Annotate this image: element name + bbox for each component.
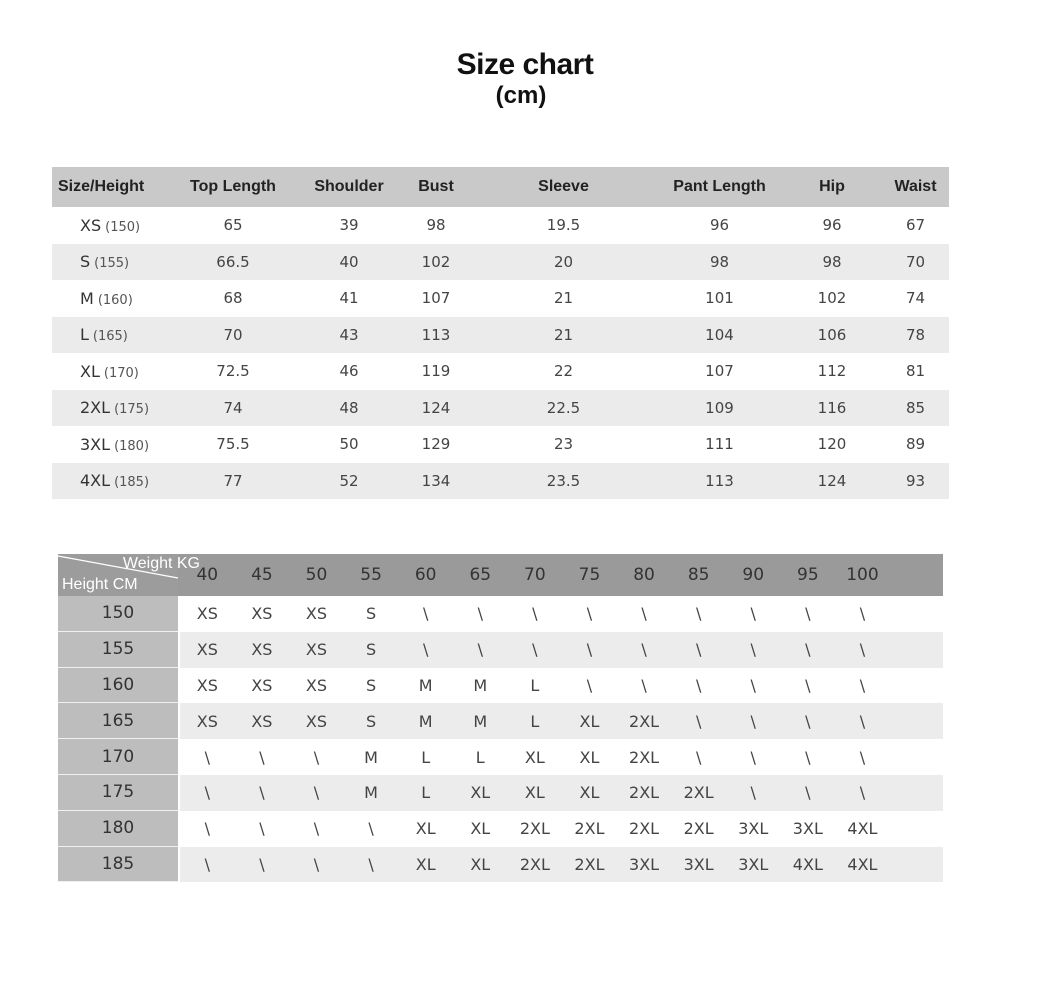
size-recommendation-cell: S xyxy=(366,640,377,660)
waist-cell: 89 xyxy=(905,435,926,454)
size-recommendation-cell: 4XL xyxy=(847,819,878,839)
size-recommendation-cell: \ xyxy=(313,854,320,874)
size-recommendation-cell: 2XL xyxy=(519,819,550,839)
shoulder-cell: 46 xyxy=(339,362,359,381)
size-recommendation-cell: \ xyxy=(259,819,265,839)
size-recommendation-cell: XS xyxy=(305,675,328,695)
size-recommendation-cell: 3XL xyxy=(738,819,769,839)
size-recommendation-cell: \ xyxy=(805,783,811,803)
size-recommendation-cell: \ xyxy=(259,854,265,874)
size-recommendation-cell: XS xyxy=(196,640,218,660)
size-recommendation-cell: XS xyxy=(305,604,328,624)
header-sleeve: Sleeve xyxy=(538,178,589,195)
table-row xyxy=(58,668,943,704)
weight-header-cell: 75 xyxy=(578,565,601,585)
size-recommendation-cell: \ xyxy=(313,747,320,767)
table-row xyxy=(58,703,943,739)
height-label: (165) xyxy=(92,329,128,345)
size-recommendation-cell: XS xyxy=(251,711,273,731)
waist-cell: 85 xyxy=(905,398,926,417)
weight-header-cell: 40 xyxy=(196,565,219,585)
size-cells xyxy=(180,632,943,668)
weight-header-cell: 70 xyxy=(524,565,546,585)
size-recommendation-cell: XS xyxy=(251,604,273,624)
weight-table-header xyxy=(58,554,943,596)
size-recommendation-cell: L xyxy=(421,747,431,767)
size-label: XL xyxy=(80,361,100,381)
size-recommendation-cell: XL xyxy=(579,711,600,731)
sleeve-cell: 22.5 xyxy=(546,398,581,417)
size-recommendation-cell: S xyxy=(366,711,377,731)
height-label: (185) xyxy=(114,475,150,491)
weight-header-cell: 95 xyxy=(797,565,819,585)
bust-cell: 98 xyxy=(426,216,446,235)
table-row xyxy=(52,317,949,354)
height-row-header: 155 xyxy=(58,632,178,668)
height-axis-label: Height CM xyxy=(62,576,138,593)
weight-header-cell: 80 xyxy=(633,565,655,585)
size-table-body xyxy=(52,207,949,499)
size-recommendation-cell: \ xyxy=(532,604,538,624)
size-recommendation-cell: \ xyxy=(259,783,265,803)
weight-header-cell: 65 xyxy=(469,565,492,585)
size-recommendation-cell: \ xyxy=(750,747,756,767)
size-recommendation-cell: M xyxy=(418,711,433,731)
size-recommendation-cell: \ xyxy=(695,604,702,624)
hip-cell: 112 xyxy=(817,362,847,381)
size-height-cell xyxy=(52,325,170,344)
size-label: S xyxy=(80,252,91,272)
height-label: (155) xyxy=(94,256,130,272)
pant-length-cell: 101 xyxy=(705,289,734,308)
waist-cell: 74 xyxy=(905,289,926,308)
size-recommendation-cell: M xyxy=(473,675,488,695)
size-height-cell xyxy=(52,362,170,381)
size-recommendation-cell: \ xyxy=(586,640,593,660)
table-row xyxy=(58,632,943,668)
shoulder-cell: 43 xyxy=(339,325,359,344)
height-label: (170) xyxy=(103,365,139,381)
pant-length-cell: 104 xyxy=(705,325,734,344)
shoulder-cell: 50 xyxy=(339,435,359,454)
table-row xyxy=(52,353,949,390)
size-recommendation-cell: \ xyxy=(805,747,811,767)
weight-header-cell: 60 xyxy=(414,565,437,585)
top-length-cell: 74 xyxy=(223,398,243,417)
table-row xyxy=(52,244,949,281)
height-row-header: 175 xyxy=(58,775,178,811)
size-cells xyxy=(180,739,943,775)
header-size-height: Size/Height xyxy=(58,178,145,195)
size-table-header xyxy=(52,167,949,207)
size-recommendation-cell: \ xyxy=(805,640,811,660)
height-row-header: 170 xyxy=(58,739,178,775)
size-recommendation-cell: \ xyxy=(313,783,320,803)
size-recommendation-cell: XS xyxy=(251,640,273,660)
weight-height-table xyxy=(58,554,943,882)
size-recommendation-cell: \ xyxy=(859,783,866,803)
size-recommendation-cell: \ xyxy=(586,675,593,695)
size-recommendation-cell: L xyxy=(530,711,540,731)
size-recommendation-cell: \ xyxy=(313,819,320,839)
size-recommendation-cell: XL xyxy=(579,783,600,803)
size-label: 4XL xyxy=(80,471,111,491)
hip-cell: 96 xyxy=(822,216,842,235)
size-recommendation-cell: \ xyxy=(750,640,756,660)
weight-axis-label: Weight KG xyxy=(122,555,200,572)
size-recommendation-cell: XL xyxy=(524,783,545,803)
header-shoulder: Shoulder xyxy=(314,178,384,195)
top-length-cell: 68 xyxy=(223,289,243,308)
top-length-cell: 75.5 xyxy=(216,435,250,454)
shoulder-cell: 41 xyxy=(339,289,359,308)
table-row xyxy=(58,811,943,847)
size-cells xyxy=(180,847,943,883)
size-recommendation-cell: S xyxy=(366,675,377,695)
height-row-header: 180 xyxy=(58,811,178,847)
pant-length-cell: 111 xyxy=(705,435,734,454)
table-row xyxy=(52,207,949,244)
bust-cell: 102 xyxy=(421,252,451,271)
pant-length-cell: 107 xyxy=(705,362,734,381)
bust-cell: 129 xyxy=(421,435,451,454)
size-recommendation-cell: \ xyxy=(477,604,483,624)
size-recommendation-cell: \ xyxy=(532,640,538,660)
size-cells xyxy=(180,596,943,632)
size-height-cell xyxy=(52,398,170,417)
size-recommendation-cell: \ xyxy=(695,675,702,695)
table-row xyxy=(52,390,949,427)
size-recommendation-cell: 2XL xyxy=(629,819,660,839)
height-row-header: 150 xyxy=(58,596,178,632)
size-recommendation-cell: S xyxy=(366,604,377,624)
size-recommendation-cell: \ xyxy=(695,747,702,767)
waist-cell: 93 xyxy=(905,471,926,490)
pant-length-cell: 109 xyxy=(705,398,734,417)
size-recommendation-cell: XS xyxy=(305,640,328,660)
size-recommendation-cell: 3XL xyxy=(792,819,823,839)
size-recommendation-cell: \ xyxy=(477,640,483,660)
bust-cell: 107 xyxy=(421,289,451,308)
shoulder-cell: 52 xyxy=(339,471,359,490)
size-recommendation-cell: XL xyxy=(524,747,545,767)
sleeve-cell: 21 xyxy=(553,325,574,344)
height-label: (180) xyxy=(114,438,150,454)
page-subtitle: (cm) xyxy=(495,82,547,109)
size-recommendation-cell: \ xyxy=(641,675,647,695)
weight-header-cell: 90 xyxy=(742,565,765,585)
size-recommendation-cell: L xyxy=(421,783,431,803)
table-row xyxy=(52,426,949,463)
size-recommendation-cell: 2XL xyxy=(683,783,714,803)
size-cells xyxy=(180,668,943,704)
size-recommendation-cell: 2XL xyxy=(683,819,714,839)
size-recommendation-cell: \ xyxy=(805,711,811,731)
size-recommendation-cell: \ xyxy=(259,747,265,767)
waist-cell: 78 xyxy=(905,325,926,344)
size-recommendation-cell: XS xyxy=(251,675,273,695)
top-length-cell: 65 xyxy=(223,216,243,235)
size-recommendation-cell: \ xyxy=(805,604,811,624)
header-top-length: Top Length xyxy=(190,178,276,195)
size-recommendation-cell: M xyxy=(418,675,433,695)
size-label: L xyxy=(80,325,89,345)
size-recommendation-cell: \ xyxy=(641,604,647,624)
size-recommendation-cell: \ xyxy=(859,747,866,767)
page-title: Size chart xyxy=(456,48,594,81)
size-recommendation-cell: \ xyxy=(204,747,210,767)
size-recommendation-cell: \ xyxy=(750,675,756,695)
size-recommendation-cell: 3XL xyxy=(629,854,660,874)
size-recommendation-cell: XL xyxy=(470,783,491,803)
hip-cell: 116 xyxy=(817,398,847,417)
size-recommendation-cell: M xyxy=(473,711,488,731)
table-row xyxy=(52,463,949,500)
size-recommendation-cell: XL xyxy=(470,819,491,839)
height-label: (160) xyxy=(97,292,133,308)
size-recommendation-cell: \ xyxy=(750,711,756,731)
height-label: (150) xyxy=(105,219,141,235)
sleeve-cell: 20 xyxy=(553,252,574,271)
size-recommendation-cell: \ xyxy=(422,604,429,624)
size-recommendation-cell: \ xyxy=(750,604,756,624)
size-recommendation-cell: XS xyxy=(196,604,218,624)
size-recommendation-cell: \ xyxy=(859,675,866,695)
size-measurements-table xyxy=(52,167,949,499)
size-recommendation-cell: \ xyxy=(641,640,647,660)
size-label: XS xyxy=(80,215,102,235)
shoulder-cell: 48 xyxy=(339,398,359,417)
size-recommendation-cell: XL xyxy=(415,819,436,839)
sleeve-cell: 22 xyxy=(553,362,574,381)
size-recommendation-cell: \ xyxy=(859,604,866,624)
bust-cell: 124 xyxy=(421,398,451,417)
header-hip: Hip xyxy=(819,178,845,195)
size-cells xyxy=(180,775,943,811)
waist-cell: 70 xyxy=(905,252,926,271)
bust-cell: 119 xyxy=(421,362,451,381)
height-row-header: 165 xyxy=(58,703,178,739)
table-row xyxy=(58,739,943,775)
waist-cell: 67 xyxy=(905,216,926,235)
shoulder-cell: 39 xyxy=(339,216,359,235)
top-length-cell: 66.5 xyxy=(216,252,250,271)
top-length-cell: 70 xyxy=(223,325,243,344)
header-pant-length: Pant Length xyxy=(673,178,766,195)
size-recommendation-cell: 2XL xyxy=(574,854,605,874)
top-length-cell: 72.5 xyxy=(216,362,250,381)
pant-length-cell: 96 xyxy=(709,216,730,235)
size-recommendation-cell: 3XL xyxy=(738,854,769,874)
sleeve-cell: 19.5 xyxy=(546,216,581,235)
pant-length-cell: 113 xyxy=(705,471,734,490)
size-recommendation-cell: \ xyxy=(859,711,866,731)
sleeve-cell: 21 xyxy=(553,289,574,308)
weight-height-corner-cell xyxy=(58,554,200,596)
size-recommendation-cell: M xyxy=(364,747,378,767)
height-row-header: 160 xyxy=(58,668,178,704)
size-recommendation-cell: \ xyxy=(695,711,702,731)
weight-header-cell: 55 xyxy=(360,565,382,585)
hip-cell: 106 xyxy=(817,325,847,344)
table-row xyxy=(52,280,949,317)
size-recommendation-cell: \ xyxy=(368,854,374,874)
weight-header-cell: 100 xyxy=(846,565,879,585)
size-recommendation-cell: M xyxy=(364,783,378,803)
table-row xyxy=(58,596,943,632)
size-label: M xyxy=(80,288,94,308)
header-bust: Bust xyxy=(418,178,454,195)
size-recommendation-cell: 2XL xyxy=(629,711,660,731)
size-recommendation-cell: 2XL xyxy=(629,783,660,803)
bust-cell: 134 xyxy=(421,471,451,490)
size-recommendation-cell: \ xyxy=(695,640,702,660)
size-recommendation-cell: XL xyxy=(470,854,491,874)
size-height-cell xyxy=(52,216,170,235)
size-recommendation-cell: XL xyxy=(415,854,436,874)
shoulder-cell: 40 xyxy=(339,252,359,271)
size-recommendation-cell: \ xyxy=(859,640,866,660)
table-row xyxy=(58,775,943,811)
top-length-cell: 77 xyxy=(223,471,243,490)
size-cells xyxy=(180,811,943,847)
size-recommendation-cell: \ xyxy=(422,640,429,660)
sleeve-cell: 23 xyxy=(553,435,574,454)
weight-header-cell: 45 xyxy=(251,565,273,585)
size-recommendation-cell: \ xyxy=(204,819,210,839)
weight-table-body xyxy=(58,596,943,882)
pant-length-cell: 98 xyxy=(709,252,730,271)
waist-cell: 81 xyxy=(905,362,926,381)
size-recommendation-cell: XS xyxy=(305,711,328,731)
hip-cell: 124 xyxy=(817,471,847,490)
size-recommendation-cell: L xyxy=(530,675,540,695)
height-label: (175) xyxy=(114,402,150,418)
height-row-header: 185 xyxy=(58,847,178,883)
size-label: 2XL xyxy=(80,398,111,418)
size-recommendation-cell: \ xyxy=(750,783,756,803)
size-recommendation-cell: 4XL xyxy=(792,854,823,874)
size-recommendation-cell: XS xyxy=(196,711,218,731)
size-recommendation-cell: 2XL xyxy=(574,819,605,839)
hip-cell: 102 xyxy=(817,289,847,308)
sleeve-cell: 23.5 xyxy=(546,471,581,490)
size-recommendation-cell: 2XL xyxy=(629,747,660,767)
size-recommendation-cell: XL xyxy=(579,747,600,767)
size-recommendation-cell: 2XL xyxy=(519,854,550,874)
header-waist: Waist xyxy=(894,178,937,195)
size-label: 3XL xyxy=(80,434,111,454)
weight-header-cell: 50 xyxy=(305,565,328,585)
size-recommendation-cell: \ xyxy=(805,675,811,695)
size-height-cell xyxy=(52,252,170,271)
hip-cell: 120 xyxy=(817,435,847,454)
size-recommendation-cell: 3XL xyxy=(683,854,714,874)
table-row xyxy=(58,847,943,883)
size-recommendation-cell: L xyxy=(475,747,485,767)
bust-cell: 113 xyxy=(421,325,451,344)
hip-cell: 98 xyxy=(822,252,842,271)
size-recommendation-cell: \ xyxy=(368,819,374,839)
size-recommendation-cell: 4XL xyxy=(847,854,878,874)
weight-header-cell: 85 xyxy=(687,565,710,585)
size-height-cell xyxy=(52,435,170,454)
size-recommendation-cell: \ xyxy=(586,604,593,624)
size-recommendation-cell: XS xyxy=(196,675,218,695)
size-cells xyxy=(180,703,943,739)
size-recommendation-cell: \ xyxy=(204,854,210,874)
size-height-cell xyxy=(52,471,170,490)
size-recommendation-cell: \ xyxy=(204,783,210,803)
size-height-cell xyxy=(52,289,170,308)
